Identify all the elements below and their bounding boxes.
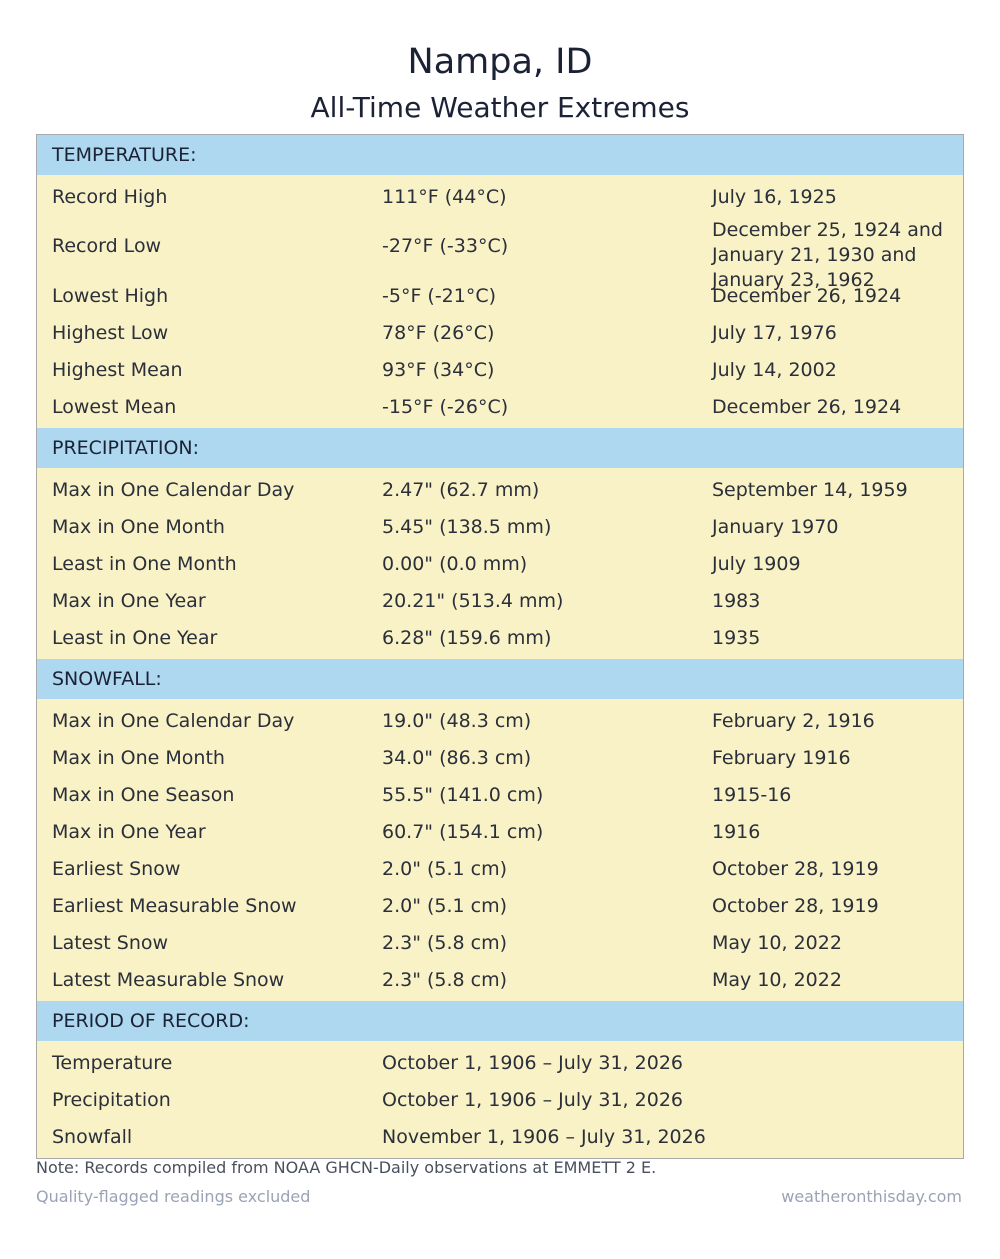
record-date: September 14, 1959 xyxy=(712,478,908,501)
section-rows-temperature xyxy=(37,175,963,428)
record-value: -15°F (-26°C) xyxy=(382,395,509,418)
record-date: 1935 xyxy=(712,626,761,649)
table-row xyxy=(37,178,963,215)
table-row xyxy=(37,924,963,961)
record-label: Max in One Year xyxy=(52,820,206,843)
table-row xyxy=(37,961,963,998)
record-value: 5.45" (138.5 mm) xyxy=(382,515,552,538)
record-value: 78°F (26°C) xyxy=(382,321,495,344)
table-row xyxy=(37,277,963,314)
record-date: July 16, 1925 xyxy=(712,185,837,208)
record-value: 55.5" (141.0 cm) xyxy=(382,783,544,806)
section-rows-precipitation xyxy=(37,468,963,659)
table-row xyxy=(37,850,963,887)
record-value: 0.00" (0.0 mm) xyxy=(382,552,528,575)
table-row xyxy=(37,1081,963,1118)
record-value: 2.0" (5.1 cm) xyxy=(382,894,508,917)
record-label: Snowfall xyxy=(52,1125,133,1148)
record-label: Max in One Month xyxy=(52,746,225,769)
source-note: Note: Records compiled from NOAA GHCN-Daily observations at EMMETT 2 E. xyxy=(36,1158,657,1177)
record-date: October 28, 1919 xyxy=(712,857,879,880)
record-label: Temperature xyxy=(52,1051,173,1074)
record-date: May 10, 2022 xyxy=(712,931,842,954)
section-header-temperature: TEMPERATURE: xyxy=(37,135,963,175)
record-value: -27°F (-33°C) xyxy=(382,235,509,257)
record-value: October 1, 1906 – July 31, 2026 xyxy=(382,1051,683,1074)
record-label: Highest Mean xyxy=(52,358,183,381)
record-value: 60.7" (154.1 cm) xyxy=(382,820,544,843)
site-credit: weatheronthisday.com xyxy=(781,1187,962,1206)
table-row xyxy=(37,1044,963,1081)
record-date: 1916 xyxy=(712,820,761,843)
table-row xyxy=(37,702,963,739)
table-row xyxy=(37,388,963,425)
record-value: 2.47" (62.7 mm) xyxy=(382,478,540,501)
table-row xyxy=(37,314,963,351)
record-value: -5°F (-21°C) xyxy=(382,284,497,307)
table-row xyxy=(37,1118,963,1155)
record-label: Latest Snow xyxy=(52,931,169,954)
record-date: July 14, 2002 xyxy=(712,358,837,381)
record-label: Max in One Calendar Day xyxy=(52,709,295,732)
table-row xyxy=(37,508,963,545)
record-label: Max in One Calendar Day xyxy=(52,478,295,501)
record-value: 19.0" (48.3 cm) xyxy=(382,709,532,732)
record-date-cell xyxy=(712,215,952,291)
record-date: February 1916 xyxy=(712,746,851,769)
record-value: October 1, 1906 – July 31, 2026 xyxy=(382,1088,683,1111)
record-date: December 26, 1924 xyxy=(712,395,902,418)
section-rows-snowfall xyxy=(37,699,963,1001)
section-header-precipitation: PRECIPITATION: xyxy=(37,428,963,468)
record-label: Latest Measurable Snow xyxy=(52,968,285,991)
record-label: Least in One Month xyxy=(52,552,237,575)
record-date: October 28, 1919 xyxy=(712,894,879,917)
section-header-snowfall: SNOWFALL: xyxy=(37,659,963,699)
extremes-table xyxy=(36,134,964,1159)
record-label: Lowest Mean xyxy=(52,395,177,418)
table-row xyxy=(37,215,963,291)
table-row xyxy=(37,351,963,388)
record-label: Least in One Year xyxy=(52,626,218,649)
record-value: 2.0" (5.1 cm) xyxy=(382,857,508,880)
record-date: 1915-16 xyxy=(712,783,792,806)
record-label: Max in One Month xyxy=(52,515,225,538)
record-label: Earliest Snow xyxy=(52,857,181,880)
table-row xyxy=(37,739,963,776)
record-label: Record Low xyxy=(52,235,162,257)
record-value: 6.28" (159.6 mm) xyxy=(382,626,552,649)
table-row xyxy=(37,887,963,924)
table-row xyxy=(37,619,963,656)
record-date: December 26, 1924 xyxy=(712,284,902,307)
record-value: November 1, 1906 – July 31, 2026 xyxy=(382,1125,706,1148)
record-value: 111°F (44°C) xyxy=(382,185,507,208)
record-label: Precipitation xyxy=(52,1088,171,1111)
record-label: Lowest High xyxy=(52,284,169,307)
record-date: February 2, 1916 xyxy=(712,709,875,732)
table-row xyxy=(37,582,963,619)
record-date: July 1909 xyxy=(712,552,801,575)
section-rows-period-of-record xyxy=(37,1041,963,1158)
record-label: Record High xyxy=(52,185,168,208)
record-value: 2.3" (5.8 cm) xyxy=(382,931,508,954)
quality-note: Quality-flagged readings excluded xyxy=(36,1187,311,1206)
record-label: Max in One Season xyxy=(52,783,235,806)
table-row xyxy=(37,471,963,508)
table-row xyxy=(37,813,963,850)
record-value: 34.0" (86.3 cm) xyxy=(382,746,532,769)
record-date: May 10, 2022 xyxy=(712,968,842,991)
record-label: Highest Low xyxy=(52,321,169,344)
record-date: July 17, 1976 xyxy=(712,321,837,344)
record-value: 2.3" (5.8 cm) xyxy=(382,968,508,991)
record-date: December 25, 1924 and January 21, 1930 and January 23, 1962 xyxy=(712,219,943,291)
table-row xyxy=(37,545,963,582)
record-date: 1983 xyxy=(712,589,761,612)
page-title: Nampa, ID xyxy=(407,42,593,82)
table-row xyxy=(37,776,963,813)
record-value: 93°F (34°C) xyxy=(382,358,495,381)
record-date: January 1970 xyxy=(712,515,839,538)
page-subtitle: All-Time Weather Extremes xyxy=(310,91,690,124)
section-header-period-of-record: PERIOD OF RECORD: xyxy=(37,1001,963,1041)
record-value: 20.21" (513.4 mm) xyxy=(382,589,564,612)
record-label: Earliest Measurable Snow xyxy=(52,894,297,917)
record-label: Max in One Year xyxy=(52,589,206,612)
